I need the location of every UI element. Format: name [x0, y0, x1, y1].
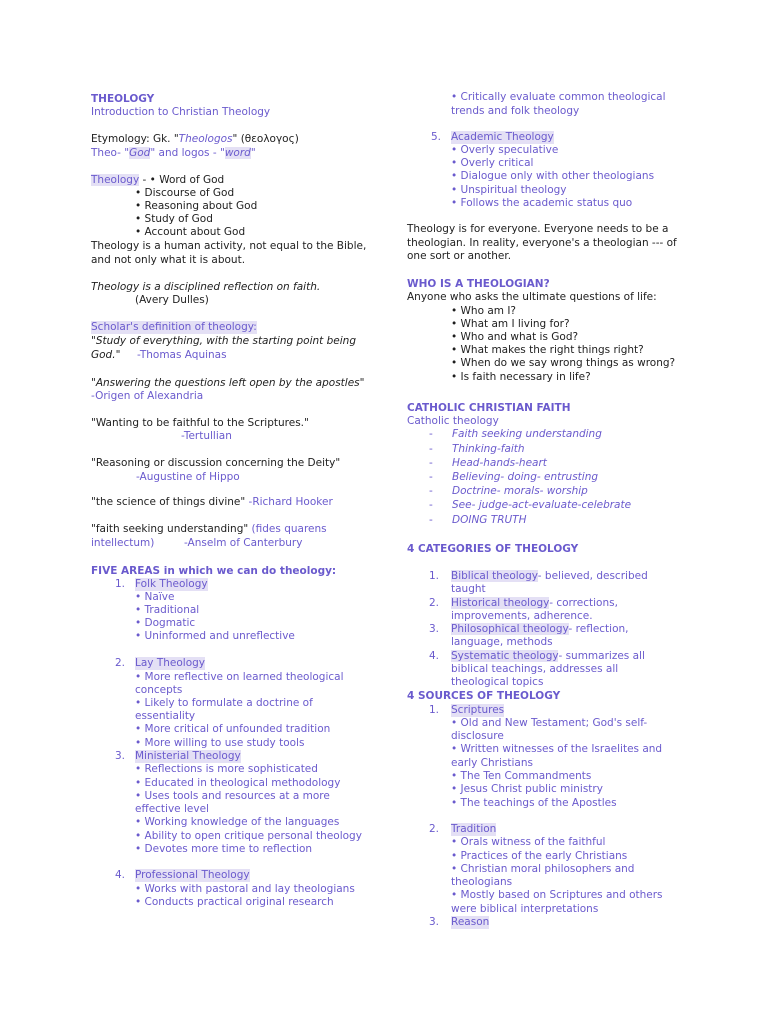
list-item: Doctrine- morals- worship [452, 485, 588, 497]
list-item: • Dialogue only with other theologians [451, 170, 655, 182]
academic-theology-heading: Academic Theology [451, 131, 554, 143]
list-item: • Who and what is God? [451, 331, 579, 343]
list-item: • Who am I? [451, 305, 516, 317]
category-biblical: Biblical theology- believed, described [451, 570, 648, 582]
list-item: • Naïve [135, 591, 175, 603]
list-number: 5. [431, 131, 442, 143]
list-item: • More reflective on learned theological [135, 671, 344, 683]
list-item: were biblical interpretations [451, 903, 599, 915]
list-item: • Working knowledge of the languages [135, 816, 340, 828]
aquinas-quote: "Study of everything, with the starting point being [91, 335, 356, 347]
category-systematic: Systematic theology- summarizes all [451, 650, 645, 662]
list-item: language, methods [451, 636, 553, 648]
theology-definition: Theology - • Word of God [91, 174, 225, 186]
list-item: • Follows the academic status quo [451, 197, 633, 209]
anselm-latin: intellectum) [91, 537, 155, 549]
scriptures-heading: Scriptures [451, 704, 505, 716]
list-item: • Reflections is more sophisticated [135, 763, 318, 775]
who-theologian-heading: WHO IS A THEOLOGIAN? [407, 278, 550, 290]
augustine-quote: "Reasoning or discussion concerning the Deity" [91, 457, 341, 469]
list-item: taught [451, 583, 486, 595]
list-item: • Mostly based on Scriptures and others [451, 889, 663, 901]
dash: - [429, 457, 433, 469]
list-item: effective level [135, 803, 209, 815]
paragraph-line: one sort or another. [407, 250, 512, 262]
list-item: • Overly speculative [451, 144, 559, 156]
list-item: • Reasoning about God [135, 200, 258, 212]
list-item: • Christian moral philosophers and [451, 863, 635, 875]
list-item: concepts [135, 684, 183, 696]
doc-title: THEOLOGY [91, 93, 155, 105]
ministerial-theology-heading: Ministerial Theology [135, 750, 241, 762]
list-number: 3. [429, 916, 440, 928]
list-item: • Uses tools and resources at a more [135, 790, 330, 802]
list-item: trends and folk theology [451, 105, 580, 117]
who-intro: Anyone who asks the ultimate questions of life: [407, 291, 657, 303]
list-number: 3. [429, 623, 440, 635]
dash: - [429, 514, 433, 526]
folk-theology-heading: Folk Theology [135, 578, 208, 590]
hooker-line: "the science of things divine" -Richard Hooker [91, 496, 333, 508]
list-number: 2. [429, 823, 440, 835]
list-number: 2. [429, 597, 440, 609]
list-item: Faith seeking understanding [452, 428, 602, 440]
list-item: • Traditional [135, 604, 200, 616]
list-item: • Study of God [135, 213, 213, 225]
list-item: • Likely to formulate a doctrine of [135, 697, 313, 709]
paragraph-line: Theology is a human activity, not equal to the Bible, [91, 240, 367, 252]
list-item: • Works with pastoral and lay theologians [135, 883, 355, 895]
dash: - [429, 428, 433, 440]
list-item: • What makes the right things right? [451, 344, 644, 356]
list-item: • Practices of the early Christians [451, 850, 628, 862]
list-item: • Unspiritual theology [451, 184, 567, 196]
dash: - [429, 485, 433, 497]
dash: - [429, 443, 433, 455]
list-item: • Is faith necessary in life? [451, 371, 591, 383]
catholic-theology-label: Catholic theology [407, 415, 499, 427]
augustine-name: -Augustine of Hippo [136, 471, 240, 483]
list-item: • Uninformed and unreflective [135, 630, 295, 642]
list-item: early Christians [451, 757, 533, 769]
paragraph-line: and not only what it is about. [91, 254, 246, 266]
list-item: biblical teachings, addresses all [451, 663, 619, 675]
list-item: • Ability to open critique personal theology [135, 830, 362, 842]
list-number: 1. [429, 570, 440, 582]
list-item: • When do we say wrong things as wrong? [451, 357, 676, 369]
list-item: • Old and New Testament; God's self- [451, 717, 648, 729]
anselm-line: "faith seeking understanding" (fides quarens [91, 523, 327, 535]
four-sources-heading: 4 SOURCES OF THEOLOGY [407, 690, 561, 702]
four-categories-heading: 4 CATEGORIES OF THEOLOGY [407, 543, 579, 555]
dulles-quote: Theology is a disciplined reflection on faith. [91, 281, 321, 293]
list-item: • Orals witness of the faithful [451, 836, 606, 848]
list-item: essentiality [135, 710, 196, 722]
theo-logos-line: Theo- "God" and logos - "word" [91, 147, 256, 159]
list-item: • Discourse of God [135, 187, 235, 199]
category-historical: Historical theology- corrections, [451, 597, 618, 609]
aquinas-name: -Thomas Aquinas [137, 349, 227, 361]
dulles-name: (Avery Dulles) [135, 294, 209, 306]
lay-theology-heading: Lay Theology [135, 657, 206, 669]
list-number: 1. [115, 578, 126, 590]
list-number: 3. [115, 750, 126, 762]
list-item: DOING TRUTH [452, 514, 527, 526]
list-item: • Jesus Christ public ministry [451, 783, 603, 795]
tertullian-name: -Tertullian [181, 430, 232, 442]
list-item: • Dogmatic [135, 617, 196, 629]
doc-subtitle: Introduction to Christian Theology [91, 106, 271, 118]
list-item: • Conducts practical original research [135, 896, 334, 908]
list-item: • Overly critical [451, 157, 534, 169]
list-item: • The teachings of the Apostles [451, 797, 617, 809]
list-item: Thinking-faith [452, 443, 525, 455]
list-number: 2. [115, 657, 126, 669]
dash: - [429, 499, 433, 511]
paragraph-line: theologian. In reality, everyone's a theologian --- of [407, 237, 677, 249]
list-item: Believing- doing- entrusting [452, 471, 599, 483]
list-item: • What am I living for? [451, 318, 570, 330]
list-item: • More willing to use study tools [135, 737, 305, 749]
list-item: theological topics [451, 676, 544, 688]
dash: - [429, 471, 433, 483]
list-item: improvements, adherence. [451, 610, 593, 622]
reason-heading: Reason [451, 916, 490, 928]
list-item: • Account about God [135, 226, 246, 238]
list-item: • Educated in theological methodology [135, 777, 341, 789]
list-item: theologians [451, 876, 513, 888]
origen-name: -Origen of Alexandria [91, 390, 204, 402]
list-item: • Written witnesses of the Israelites and [451, 743, 663, 755]
list-item: • Critically evaluate common theological [451, 91, 666, 103]
list-number: 4. [115, 869, 126, 881]
category-philosophical: Philosophical theology- reflection, [451, 623, 629, 635]
scholar-heading: Scholar's definition of theology: [91, 321, 257, 333]
list-item: • Devotes more time to reflection [135, 843, 313, 855]
tradition-heading: Tradition [451, 823, 497, 835]
list-number: 1. [429, 704, 440, 716]
list-number: 4. [429, 650, 440, 662]
list-item: disclosure [451, 730, 504, 742]
professional-theology-heading: Professional Theology [135, 869, 250, 881]
list-item: • More critical of unfounded tradition [135, 723, 331, 735]
list-item: • The Ten Commandments [451, 770, 592, 782]
paragraph-line: Theology is for everyone. Everyone needs to be a [407, 223, 669, 235]
origen-quote: "Answering the questions left open by the apostles" [91, 377, 365, 389]
five-areas-heading: FIVE AREAS in which we can do theology: [91, 565, 337, 577]
aquinas-line: God." [91, 349, 121, 361]
tertullian-quote: "Wanting to be faithful to the Scriptures." [91, 417, 309, 429]
anselm-name: -Anselm of Canterbury [184, 537, 303, 549]
catholic-faith-heading: CATHOLIC CHRISTIAN FAITH [407, 402, 571, 414]
list-item: See- judge-act-evaluate-celebrate [452, 499, 632, 511]
list-item: Head-hands-heart [452, 457, 547, 469]
etymology-line: Etymology: Gk. "Theologos" (θεολογος) [91, 133, 299, 145]
